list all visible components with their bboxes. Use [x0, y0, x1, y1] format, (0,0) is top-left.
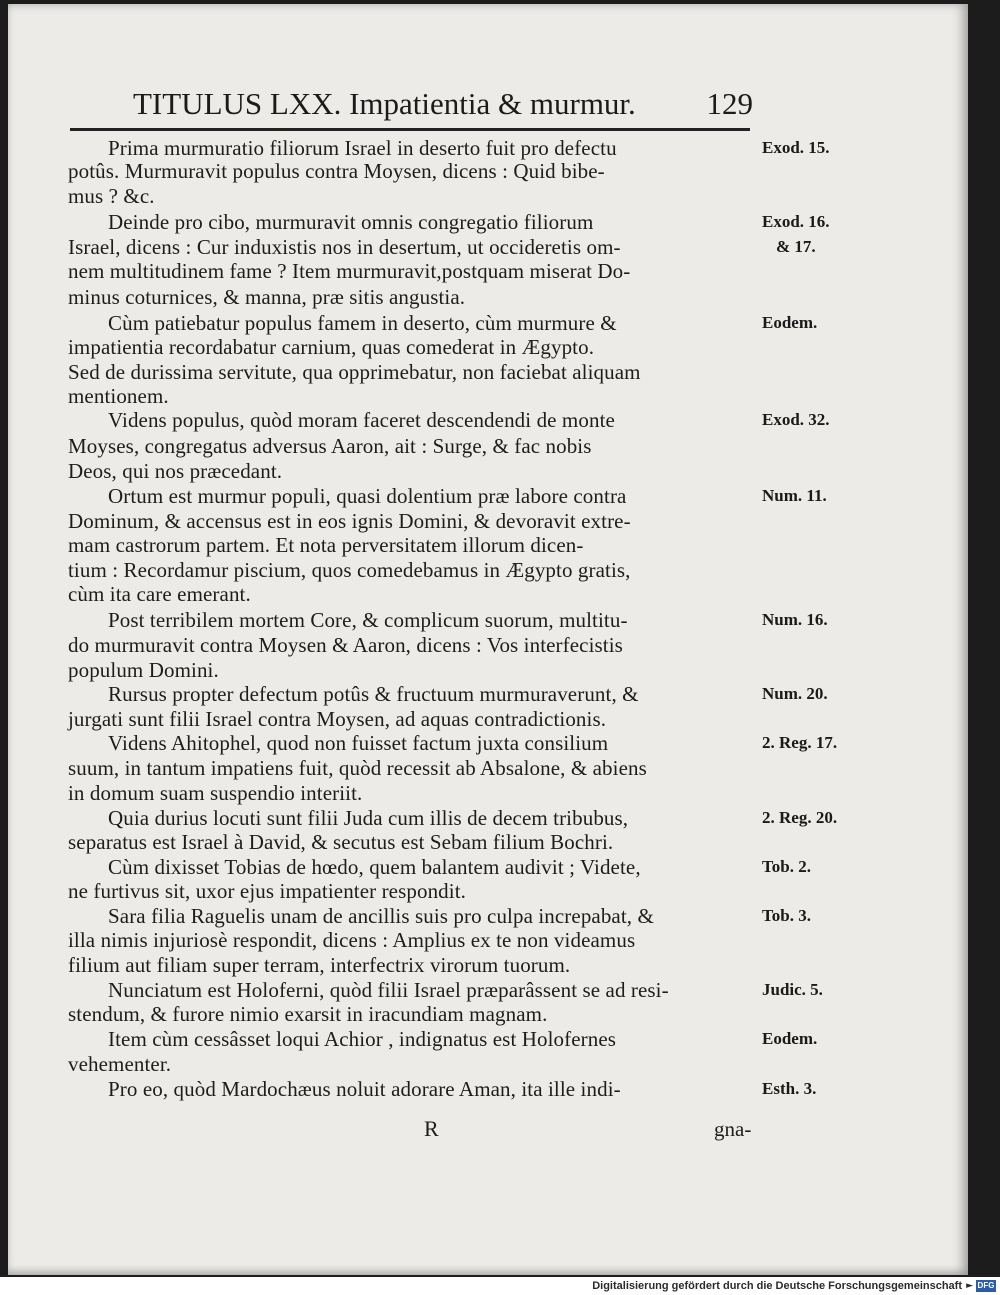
- text-line: potûs. Murmuravit populus contra Moysen, dicens : Quid bibe-: [68, 159, 605, 183]
- digitization-footer: [0, 1277, 1000, 1295]
- text-line: Cùm dixisset Tobias de hœdo, quem balantem audivit ; Videte,: [108, 855, 641, 879]
- page-header: [133, 86, 753, 126]
- text-line: in domum suam suspendio interiit.: [68, 781, 363, 805]
- text-line: populum Domini.: [68, 658, 219, 682]
- margin-reference: Num. 16.: [762, 610, 828, 629]
- margin-reference: & 17.: [776, 237, 816, 256]
- margin-reference: Eodem.: [762, 1029, 818, 1048]
- margin-reference: Exod. 32.: [762, 410, 830, 429]
- text-line: tium : Recordamur piscium, quos comedebamus in Ægypto gratis,: [68, 558, 631, 582]
- text-line: nem multitudinem fame ? Item murmuravit,postquam miserat Do-: [68, 259, 631, 283]
- text-line: Prima murmuratio filiorum Israel in deserto fuit pro defectu: [108, 136, 617, 160]
- margin-reference: Num. 11.: [762, 486, 827, 505]
- text-line: suum, in tantum impatiens fuit, quòd recessit ab Absalone, & abiens: [68, 756, 647, 780]
- text-line: Nunciatum est Holoferni, quòd filii Israel præparâssent se ad resi-: [108, 978, 669, 1002]
- text-line: Quia durius locuti sunt filii Juda cum illis de decem tribubus,: [108, 806, 629, 830]
- margin-reference: Exod. 15.: [762, 138, 830, 157]
- text-line: mentionem.: [68, 384, 169, 408]
- text-line: Videns populus, quòd moram faceret descendendi de monte: [108, 408, 615, 432]
- text-line: minus coturnices, & manna, præ sitis angustia.: [68, 285, 466, 309]
- text-line: Deinde pro cibo, murmuravit omnis congregatio filiorum: [108, 210, 594, 234]
- arrow-right-icon: ►: [966, 1281, 973, 1291]
- text-line: Videns Ahitophel, quod non fuisset factum juxta consilium: [108, 731, 609, 755]
- text-line: mam castrorum partem. Et nota perversitatem illorum dicen-: [68, 533, 584, 557]
- text-line: Post terribilem mortem Core, & complicum suorum, multitu-: [108, 608, 628, 632]
- book-page: [8, 4, 968, 1275]
- text-line: ne furtivus sit, uxor ejus impatienter respondit.: [68, 879, 466, 903]
- text-line: Israel, dicens : Cur induxistis nos in desertum, ut occideretis om-: [68, 235, 621, 259]
- text-line: jurgati sunt filii Israel contra Moysen, ad aquas contradictionis.: [68, 707, 607, 731]
- text-line: impatientia recordabatur carnium, quas comederat in Ægypto.: [68, 335, 595, 359]
- margin-reference: Num. 20.: [762, 684, 828, 703]
- text-line: illa nimis injuriosè respondit, dicens : Amplius ex te non videamus: [68, 928, 636, 952]
- signature-mark: R: [424, 1116, 439, 1141]
- text-line: mus ? &c.: [68, 184, 155, 208]
- catchword: gna-: [714, 1117, 752, 1141]
- text-line: Ortum est murmur populi, quasi dolentium præ labore contra: [108, 484, 627, 508]
- text-line: separatus est Israel à David, & secutus est Sebam filium Bochri.: [68, 830, 614, 854]
- text-line: do murmuravit contra Moysen & Aaron, dicens : Vos interfecistis: [68, 633, 623, 657]
- dfg-logo: DFG: [977, 1281, 995, 1290]
- text-line: stendum, & furore nimio exarsit in iracundiam magnam.: [68, 1002, 548, 1026]
- text-line: Cùm patiebatur populus famem in deserto, cùm murmure &: [108, 311, 617, 335]
- margin-reference: 2. Reg. 20.: [762, 808, 838, 827]
- text-line: Sed de durissima servitute, qua opprimebatur, non faciebat aliquam: [68, 360, 641, 384]
- text-line: cùm ita care emerant.: [68, 582, 251, 606]
- text-line: Deos, qui nos præcedant.: [68, 459, 283, 483]
- text-line: Moyses, congregatus adversus Aaron, ait : Surge, & fac nobis: [68, 434, 592, 458]
- margin-reference: Exod. 16.: [762, 212, 830, 231]
- text-line: Sara filia Raguelis unam de ancillis suis pro culpa increpabat, &: [108, 904, 654, 928]
- text-line: Rursus propter defectum potûs & fructuum murmuraverunt, &: [108, 682, 639, 706]
- margin-reference: Esth. 3.: [762, 1079, 817, 1098]
- page-number: 129: [706, 86, 753, 121]
- text-line: filium aut filiam super terram, interfectrix virorum tuorum.: [68, 953, 571, 977]
- text-line: Item cùm cessâsset loqui Achior , indignatus est Holofernes: [108, 1027, 617, 1051]
- text-line: vehementer.: [68, 1052, 172, 1076]
- text-line: Dominum, & accensus est in eos ignis Domini, & devoravit extre-: [68, 509, 631, 533]
- margin-reference: Judic. 5.: [762, 980, 823, 999]
- footer-credit: Digitalisierung gefördert durch die Deutsche Forschungsgemeinschaft: [592, 1280, 962, 1292]
- header-rule: [70, 128, 750, 131]
- margin-reference: Tob. 3.: [762, 906, 811, 925]
- text-line: Pro eo, quòd Mardochæus noluit adorare Aman, ita ille indi-: [108, 1077, 621, 1101]
- margin-reference: Tob. 2.: [762, 857, 811, 876]
- margin-reference: Eodem.: [762, 313, 818, 332]
- margin-reference: 2. Reg. 17.: [762, 733, 838, 752]
- running-title: TITULUS LXX. Impatientia & murmur.: [133, 86, 636, 121]
